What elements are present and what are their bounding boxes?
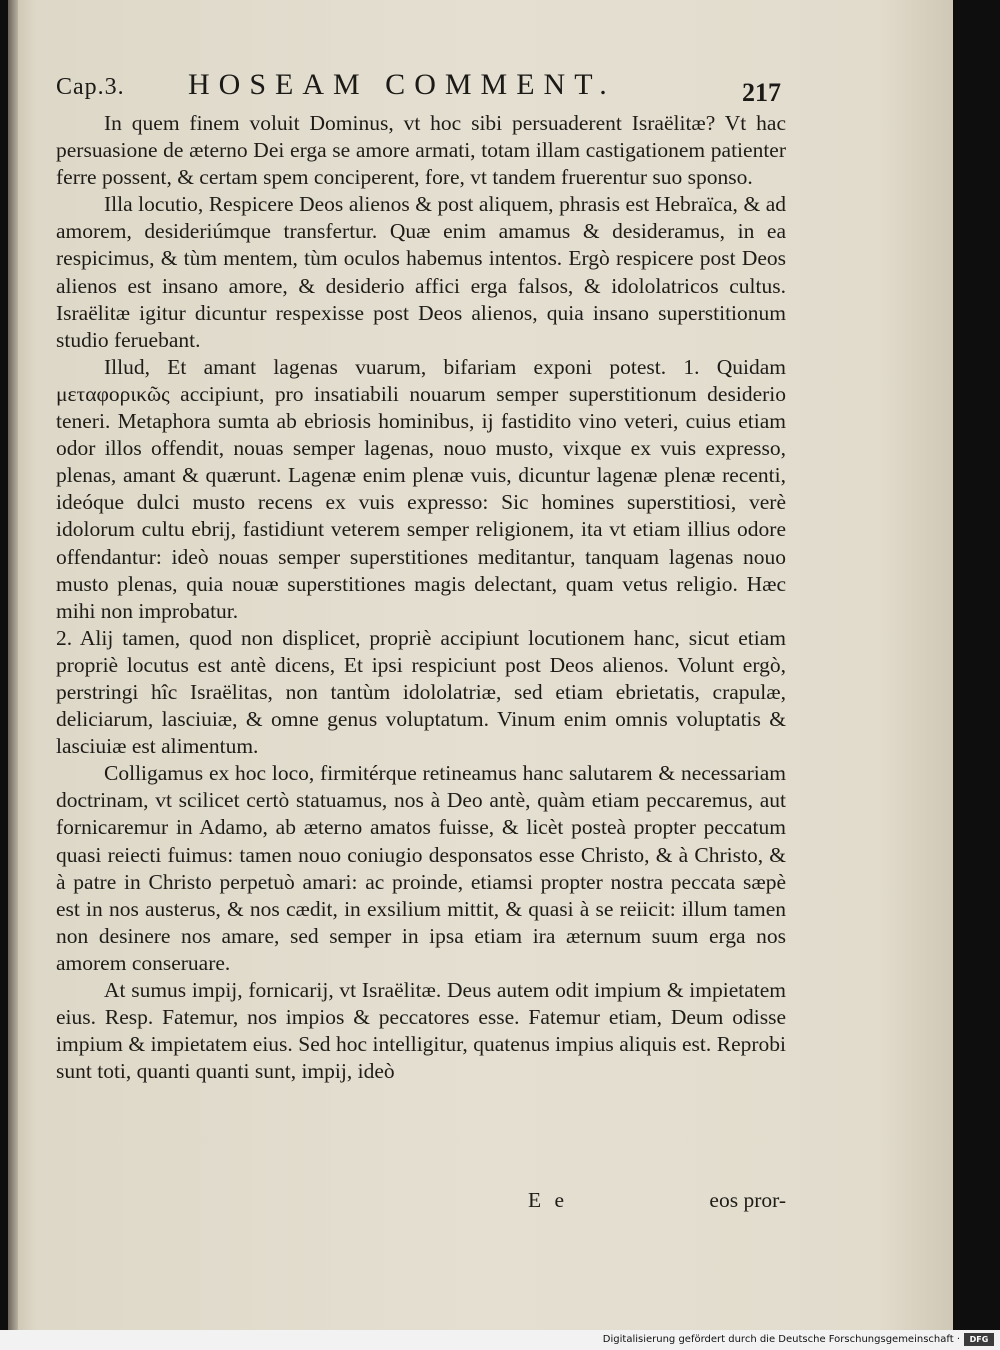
running-title: HOSEAM COMMENT. <box>188 68 616 101</box>
book-page <box>8 0 953 1330</box>
signature-mark: E e <box>528 1188 569 1212</box>
page-number: 217 <box>742 78 781 107</box>
paragraph-6: At sumus impij, fornicarij, vt Israëlitæ. Deus autem odit impium & impietatem eius. Resp. Fatemur, nos impios & peccatores esse. Fatemur etiam, Deum odisse impium & impietatem eius. Sed hoc intelligitur, quatenus impius aliquis est. Reprobi sunt toti, quanti quanti sunt, impij, ideò <box>56 978 786 1084</box>
dfg-logo-icon: DFG <box>964 1333 994 1346</box>
paragraph-4: 2. Alij tamen, quod non displicet, propriè accipiunt locutionem hanc, sicut etiam propriè locutus est antè dicens, Et ipsi respiciunt post Deos alienos. Volunt ergò, perstringi hîc Israëlitas, non tantùm idololatriæ, sed etiam ebrietatis, crapulæ, deliciarum, lasciuiæ, & omne genus voluptatum. Vinum enim omnis voluptatis & lasciuiæ est alimentum. <box>56 625 786 759</box>
paragraph-1: In quem finem voluit Dominus, vt hoc sibi persuaderent Israëlitæ? Vt hac persuasione de æterno Dei erga se amore armati, totam illam castigationem patienter ferre possent, & certam spem conciperent, fore, vt tandem fruerentur suo sponso. <box>56 111 786 190</box>
digitization-footer <box>0 1330 1000 1350</box>
funding-credit: Digitalisierung gefördert durch die Deutsche Forschungsgemeinschaft · <box>602 1334 960 1345</box>
page-binding-edge <box>8 0 18 1330</box>
body-text <box>56 110 786 1085</box>
paragraph-3: Illud, Et amant lagenas vuarum, bifariam exponi potest. 1. Quidam μεταφορικῶς accipiunt, pro insatiabili nouarum semper superstitionum desiderio teneri. Metaphora sumta ab ebriosis hominibus, ij fastidito vino veteri, cuius etiam odor illos offendit, nouas semper lagenas, nouo musto, vixque ex vuis expresso, plenas, amant & quærunt. Lagenæ enim plenæ vuis, dicuntur lagenæ plenæ recenti, ideóque dulci musto recens ex vuis expresso: Sic homines superstitiosi, verè idolorum cultu ebrij, fastidiunt veterem semper religionem, ita vt etiam illius odore offendantur: ideò nouas semper superstitiones meditantur, tanquam lagenas nouo musto plenas, quia nouæ superstitiones magis delectant, quam vetus religio. Hæc mihi non improbatur. <box>56 354 786 623</box>
paragraph-5: Colligamus ex hoc loco, firmitérque retineamus hanc salutarem & necessariam doctrinam, vt scilicet certò statuamus, nos à Deo antè, quàm etiam peccaremus, aut fornicaremur in Adamo, ab æterno amatos fuisse, & licèt posteà propter peccatum quasi reiecti fuimus: tamen nouo coniugio desponsatos esse Christo, & à Christo, & à patre in Christo perpetuò amari: ac proinde, etiamsi propter nostra peccata sæpè est in nos austerus, & nos cædit, in exsilium mittit, & quasi à se reiicit: illum tamen non desinere nos amare, sed semper in ipsa etiam ira æternum suum erga nos amorem conseruare. <box>56 761 786 975</box>
chapter-label: Cap.3. <box>56 74 125 100</box>
paragraph-2: Illa locutio, Respicere Deos alienos & post aliquem, phrasis est Hebraïca, & ad amorem, desideriúmque transfertur. Quæ enim amamus & desideramus, in ea respicimus, & tùm mentem, tùm oculos habemus intentos. Ergò respicere post Deos alienos est insano amore, & desiderio affici erga falsos, & idololatricos cultus. Israëlitæ igitur dicuntur respexisse post Deos alienos, quia insano superstitionum studio feruebant. <box>56 192 786 352</box>
running-header <box>56 64 781 108</box>
catchword: eos pror- <box>709 1188 786 1212</box>
catch-line <box>56 1188 786 1218</box>
